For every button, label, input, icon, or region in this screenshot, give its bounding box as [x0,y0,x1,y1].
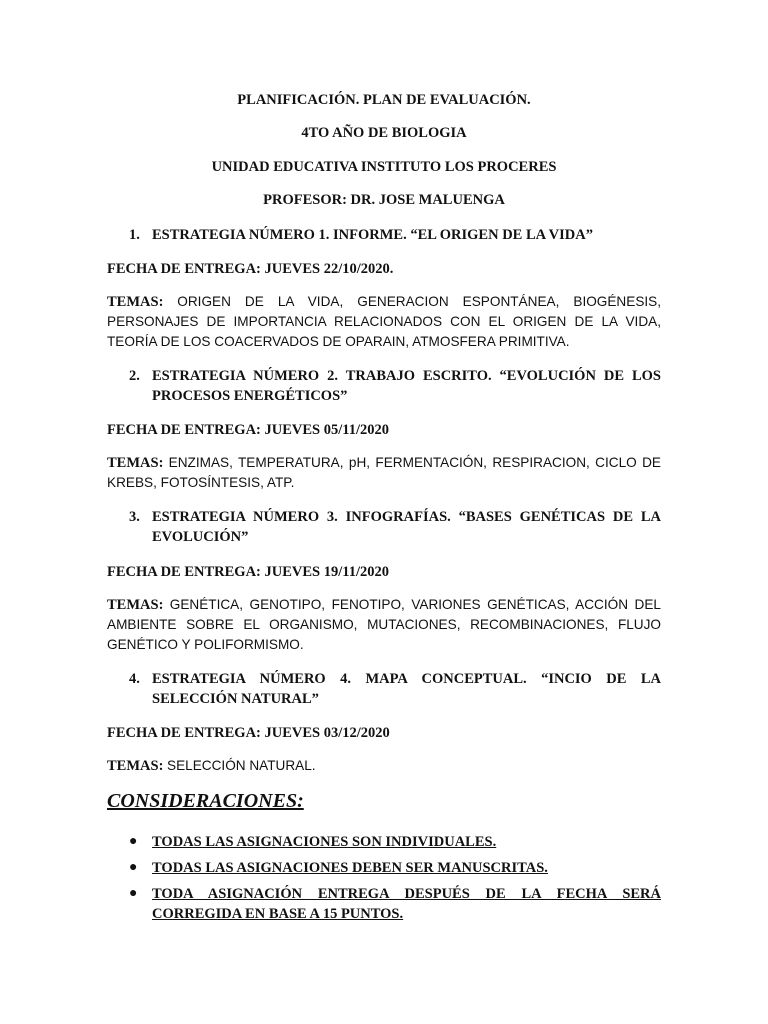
strategy-3-date: FECHA DE ENTREGA: JUEVES 19/11/2020 [107,564,389,580]
considerations-title: CONSIDERACIONES: [107,790,304,812]
doc-title: PLANIFICACIÓN. PLAN DE EVALUACIÓN. [237,92,531,108]
considerations-list [107,832,661,930]
topics-text: ORIGEN DE LA VIDA, GENERACION ESPONTÁNEA, BIOGÉNESIS, PERSONAJES DE IMPORTANCIA RELACIONADOS CON EL ORIGEN DE LA VIDA, TEORÍA DE LOS COACERVADOS DE OPARAIN, ATMOSFERA PRIMITIVA. [107,294,662,349]
strategy-3-topics [107,595,661,655]
strategy-number: 3. [129,509,140,525]
strategy-4-date: FECHA DE ENTREGA: JUEVES 03/12/2020 [107,725,390,741]
consideration-text: TODAS LAS ASIGNACIONES DEBEN SER MANUSCRITAS. [152,860,548,876]
doc-teacher: PROFESOR: DR. JOSE MALUENGA [263,192,505,208]
strategy-2-heading [107,366,661,406]
bullet-icon: ● [129,834,138,849]
bullet-icon: ● [129,860,138,875]
list-item [107,832,661,852]
strategy-2-topics [107,453,661,493]
topics-label: TEMAS: [107,597,164,613]
strategy-1-heading [107,225,661,245]
strategy-title: ESTRATEGIA NÚMERO 4. MAPA CONCEPTUAL. “INCIO DE LA SELECCIÓN NATURAL” [152,671,661,707]
topics-label: TEMAS: [107,294,164,310]
doc-subtitle-grade: 4TO AÑO DE BIOLOGIA [301,125,467,141]
topics-text: GENÉTICA, GENOTIPO, FENOTIPO, VARIONES GENÉTICAS, ACCIÓN DEL AMBIENTE SOBRE EL ORGANISMO, MUTACIONES, RECOMBINACIONES, FLUJO GENÉTICO Y POLIFORMISMO. [107,597,661,652]
strategy-title: ESTRATEGIA NÚMERO 1. INFORME. “EL ORIGEN DE LA VIDA” [152,227,593,243]
strategy-1-topics [107,292,661,352]
strategy-title: ESTRATEGIA NÚMERO 2. TRABAJO ESCRITO. “EVOLUCIÓN DE LOS PROCESOS ENERGÉTICOS” [152,368,661,404]
strategy-2-date: FECHA DE ENTREGA: JUEVES 05/11/2020 [107,422,389,438]
strategy-1-date: FECHA DE ENTREGA: JUEVES 22/10/2020. [107,261,394,277]
consideration-text: TODA ASIGNACIÓN ENTREGA DESPUÉS DE LA FECHA SERÁ CORREGIDA EN BASE A 15 PUNTOS. [152,886,661,922]
strategy-3-heading [107,507,661,547]
topics-label: TEMAS: [107,758,164,774]
topics-label: TEMAS: [107,455,164,471]
strategy-title: ESTRATEGIA NÚMERO 3. INFOGRAFÍAS. “BASES GENÉTICAS DE LA EVOLUCIÓN” [152,509,661,545]
list-item [107,884,661,924]
strategy-number: 1. [129,227,140,243]
strategy-number: 2. [129,368,140,384]
strategy-number: 4. [129,671,140,687]
list-item [107,858,661,878]
consideration-text: TODAS LAS ASIGNACIONES SON INDIVIDUALES. [152,834,497,850]
strategy-4-topics [107,756,661,776]
strategy-4-heading [107,669,661,709]
bullet-icon: ● [129,886,138,901]
topics-text: SELECCIÓN NATURAL. [167,758,316,773]
topics-text: ENZIMAS, TEMPERATURA, pH, FERMENTACIÓN, RESPIRACION, CICLO DE KREBS, FOTOSÍNTESIS, ATP. [107,455,662,490]
doc-school-name: UNIDAD EDUCATIVA INSTITUTO LOS PROCERES [211,159,557,175]
